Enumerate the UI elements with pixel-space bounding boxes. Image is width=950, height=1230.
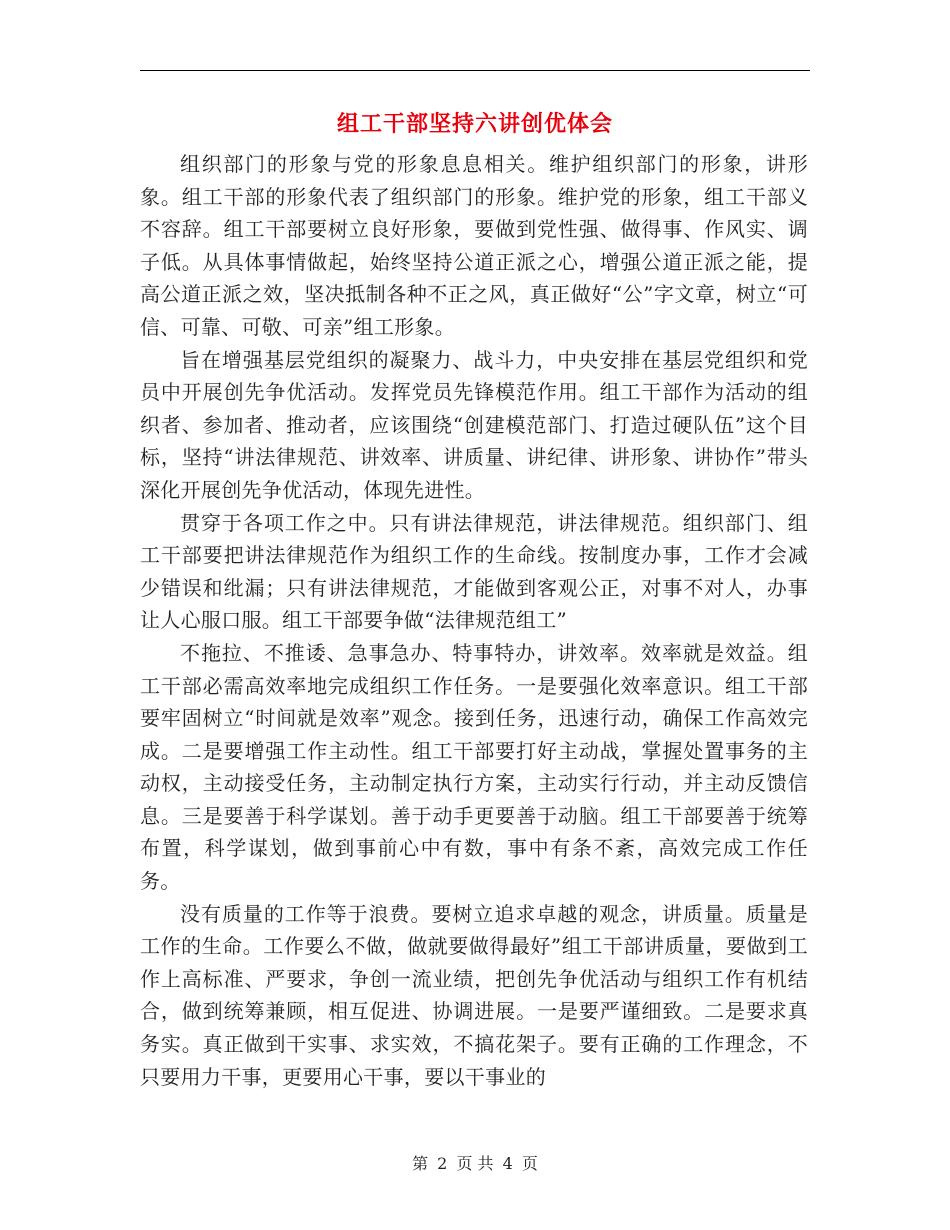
document-title: 组工干部坚持六讲创优体会 <box>336 111 613 137</box>
paragraph-1: 组织部门的形象与党的形象息息相关。维护组织部门的形象，讲形象。组工干部的形象代表了组织部门的形象。维护党的形象，组工干部义不容辞。组工干部要树立良好形象，要做到党性强、做得事、作风实、调子低。从具体事情做起，始终坚持公道正派之心，增强公道正派之能，提高公道正派之效，坚决抵制各种不正之风，真正做好“公”字文章，树立“可信、可靠、可敬、可亲”组工形象。 <box>140 152 808 339</box>
paragraph-2: 旨在增强基层党组织的凝聚力、战斗力，中央安排在基层党组织和党员中开展创先争优活动。发挥党员先锋模范作用。组工干部作为活动的组织者、参加者、推动者，应该围绕“创建模范部门、打造过硬队伍”这个目标，坚持“讲法律规范、讲效率、讲质量、讲纪律、讲形象、讲协作”带头深化开展创先争优活动，体现先进性。 <box>140 347 808 502</box>
page-footer <box>140 1152 810 1176</box>
footer-prefix: 第 <box>412 1154 429 1173</box>
paragraph-5: 没有质量的工作等于浪费。要树立追求卓越的观念，讲质量。质量是工作的生命。工作要么不做，做就要做得最好”组工干部讲质量，要做到工作上高标准、严要求，争创一流业绩，把创先争优活动与组织工作有机结合，做到统筹兼顾，相互促进、协调进展。一是要严谨细致。二是要求真务实。真正做到干实事、求实效，不搞花架子。要有正确的工作理念，不只要用力干事，更要用心干事，要以干事业的 <box>140 901 808 1089</box>
footer-middle: 页 共 <box>456 1154 494 1173</box>
footer-suffix: 页 <box>521 1154 538 1173</box>
header-rule <box>140 70 810 71</box>
paragraph-4: 不拖拉、不推诿、急事急办、特事特办，讲效率。效率就是效益。组工干部必需高效率地完成组织工作任务。一是要强化效率意识。组工干部要牢固树立“时间就是效率”观念。接到任务，迅速行动，确保工作高效完成。二是要增强工作主动性。组工干部要打好主动战，掌握处置事务的主动权，主动接受任务，主动制定执行方案，主动实行行动，并主动反馈信息。三是要善于科学谋划。善于动手更要善于动脑。组工干部要善于统筹布置，科学谋划，做到事前心中有数，事中有条不紊，高效完成工作任务。 <box>140 640 808 894</box>
paragraph-3: 贯穿于各项工作之中。只有讲法律规范，讲法律规范。组织部门、组工干部要把讲法律规范作为组织工作的生命线。按制度办事，工作才会减少错误和纰漏；只有讲法律规范，才能做到客观公正，对事不对人，办事让人心服口服。组工干部要争做“法律规范组工” <box>140 510 808 633</box>
document-body <box>140 148 808 1093</box>
footer-page-number: 2 <box>437 1154 448 1173</box>
footer-total-pages: 4 <box>502 1154 513 1173</box>
